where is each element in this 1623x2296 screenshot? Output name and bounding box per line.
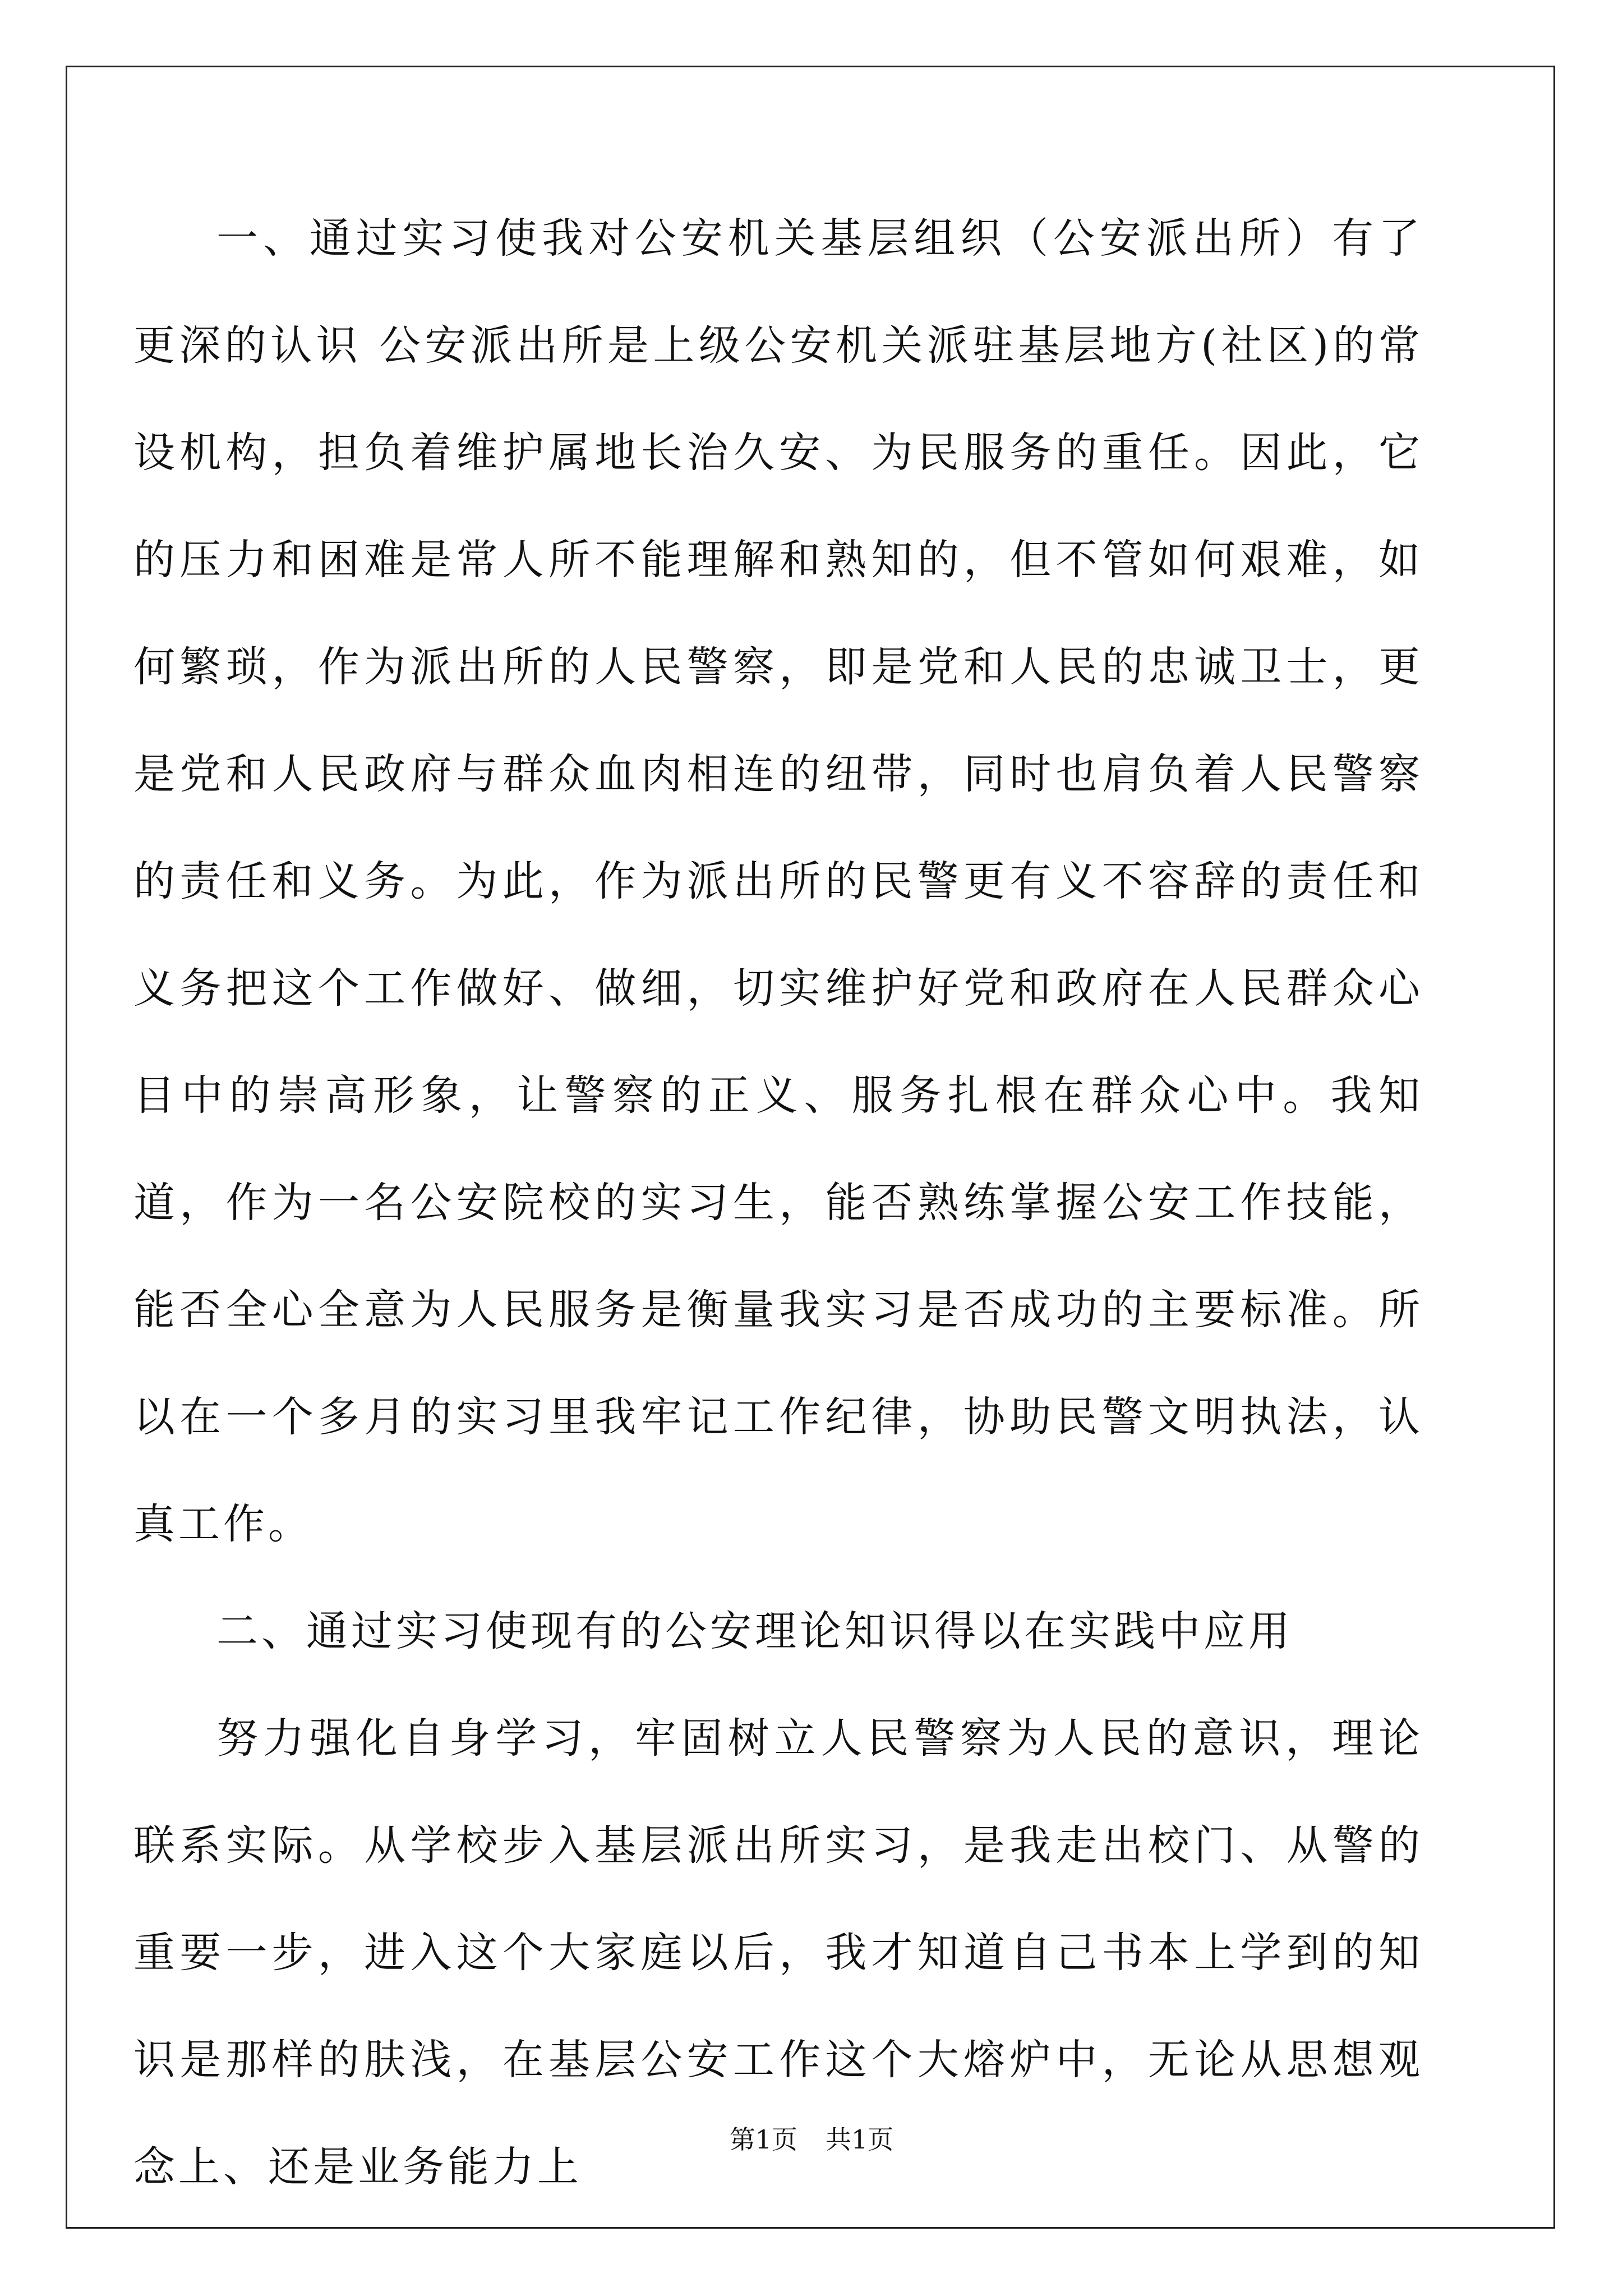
paragraph-1: 一、通过实习使我对公安机关基层组织（公安派出所）有了更深的认识 公安派出所是上级公安机关派驻基层地方(社区)的常设机构，担负着维护属地长治久安、为民服务的重任。因此，它的压力和困难是常人所不能理解和熟知的，但不管如何艰难，如何繁琐，作为派出所的人民警察，即是党和人民的忠诚卫士，更是党和人民政府与群众血肉相连的纽带，同时也肩负着人民警察的责任和义务。为此，作为派出所的民警更有义不容辞的责任和义务把这个工作做好、做细，切实维护好党和政府在人民群众心目中的崇高形象，让警察的正义、服务扎根在群众心中。我知道，作为一名公安院校的实习生，能否熟练掌握公安工作技能，能否全心全意为人民服务是衡量我实习是否成功的主要标准。所以在一个多月的实习里我牢记工作纪律，协助民警文明执法，认真工作。 (133, 214, 1423, 1548)
paragraph-2: 二、通过实习使现有的公安理论知识得以在实践中应用 (216, 1607, 1293, 1655)
page-total: 共1页 (826, 2124, 894, 2155)
page-number: 第1页 (729, 2124, 797, 2155)
document-body (133, 185, 1423, 2221)
page-footer (0, 2123, 1623, 2156)
paragraph-3: 努力强化自身学习，牢固树立人民警察为人民的意识，理论联系实际。从学校步入基层派出所实习，是我走出校门、从警的重要一步，进入这个大家庭以后，我才知道自己书本上学到的知识是那样的肤浅，在基层公安工作这个大熔炉中，无论从思想观念上、还是业务能力上 (133, 1714, 1423, 2191)
